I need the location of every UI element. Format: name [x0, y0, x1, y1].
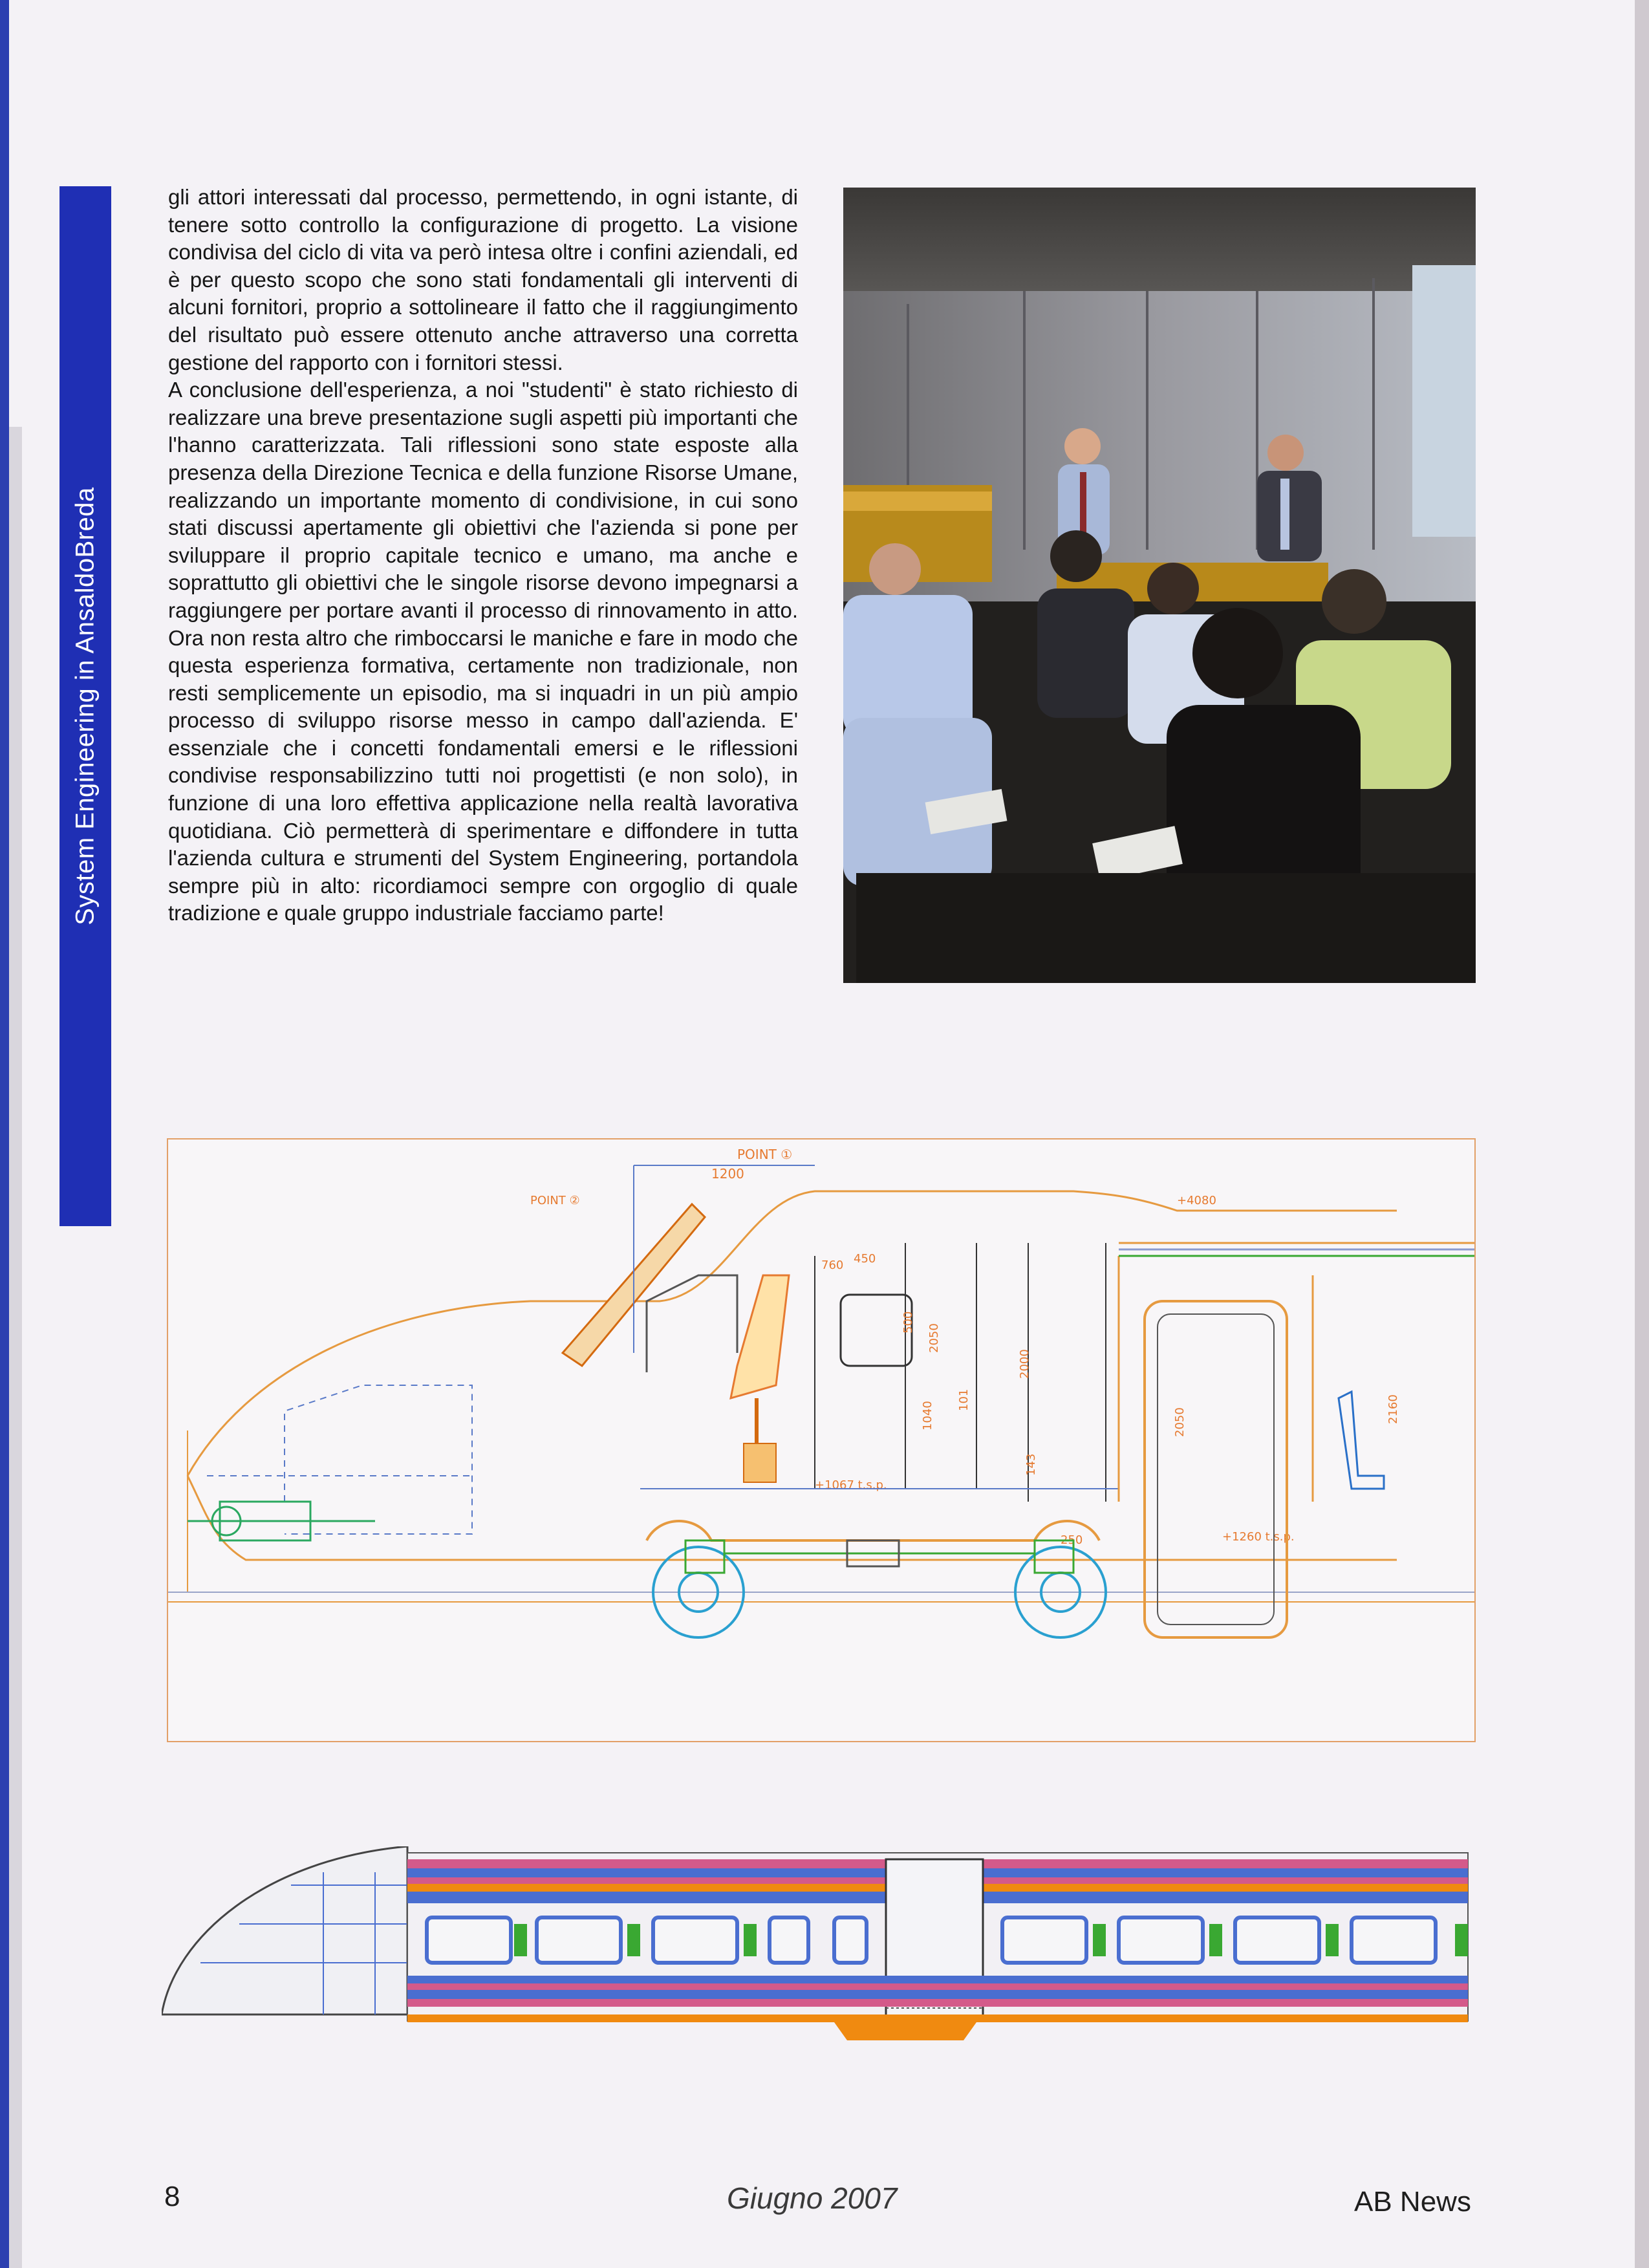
dim-4080: +4080	[1177, 1194, 1216, 1207]
dim-450: 450	[854, 1252, 876, 1266]
magazine-name: AB News	[1354, 2186, 1471, 2218]
article-body	[168, 184, 798, 927]
issue-date: Giugno 2007	[727, 2181, 898, 2215]
meeting-photo-illustration	[843, 188, 1476, 983]
dim-2050-a: 2050	[927, 1323, 941, 1353]
dim-101: 101	[957, 1388, 971, 1411]
point-1-label: POINT ①	[737, 1147, 793, 1162]
dim-1040: 1040	[921, 1401, 934, 1431]
article-paragraph-2: A conclusione dell'esperienza, a noi "studenti" è stato richiesto di realizzare una breve presentazione sugli aspetti più importanti che l'hanno caratterizzata. Tali riflessioni sono state esposte alla presenza della Direzione Tecnica e della funzione Risorse Umane, realizzando un importante momento di condivisione, in cui sono stati discussi apertamente gli obiettivi che l'azienda si pone per sviluppare il proprio capitale tecnico e umano, ma anche e soprattutto gli obiettivi che le singole risorse devono impegnarsi a raggiungere per portare avanti il processo di rinnovamento in atto. Ora non resta altro che rimboccarsi le maniche e fare in modo che questa esperienza formativa, certamente non tradizionale, non resti semplicemente un episodio, ma si inquadri in un più ampio processo di sviluppo risorse messo in campo dall'azienda. E' essenziale che i concetti fondamentali emersi e le riflessioni condivise responsabilizzino tutti noi progettisti (e non solo), in funzione di una loro effettiva applicazione nella realtà lavorativa quotidiana. Ciò permetterà di sperimentare e diffondere in tutta l'azienda cultura e strumenti del System Engineering, portandola sempre più in alto: ricordiamoci sempre con orgoglio di quale tradizione e quale gruppo industriale facciamo parte!	[168, 378, 798, 925]
point-2-label: POINT ②	[530, 1194, 580, 1207]
page-edge-right	[1635, 0, 1649, 2268]
dim-2160: 2160	[1386, 1394, 1400, 1424]
dim-760: 760	[821, 1258, 844, 1272]
train-side-elevation	[162, 1846, 1481, 2053]
dim-1200: 1200	[711, 1166, 744, 1182]
dim-143: 143	[1024, 1453, 1038, 1476]
train-svg	[162, 1846, 1481, 2053]
dim-250: 250	[1061, 1533, 1083, 1547]
dim-500: 500	[901, 1311, 915, 1334]
page-number: 8	[164, 2181, 180, 2212]
cab-drawing-svg	[168, 1139, 1474, 1741]
article-paragraph-1: gli attori interessati dal processo, permettendo, in ogni istante, di tenere sotto controllo la configurazione di progetto. La visione condivisa del ciclo di vita va però intesa oltre i confini aziendali, ed è per questo scopo che sono stati fondamentali gli interventi di alcuni fornitori, proprio a sottolineare il fatto che il raggiungimento del risultato può essere ottenuto anche attraverso una corretta gestione del rapporto con i fornitori stessi.	[168, 185, 798, 374]
dim-2050-b: 2050	[1173, 1407, 1187, 1437]
page-edge-left	[0, 0, 9, 2268]
dim-tsp-1: +1067 t.s.p.	[815, 1478, 887, 1492]
cab-technical-drawing	[167, 1138, 1476, 1742]
dim-2000: 2000	[1018, 1349, 1031, 1379]
section-title: System Engineering in AnsaldoBreda	[70, 487, 100, 925]
dim-tsp-2: +1260 t.s.p.	[1222, 1530, 1295, 1544]
page-gutter-shadow	[9, 427, 22, 2268]
meeting-photo	[843, 188, 1476, 983]
